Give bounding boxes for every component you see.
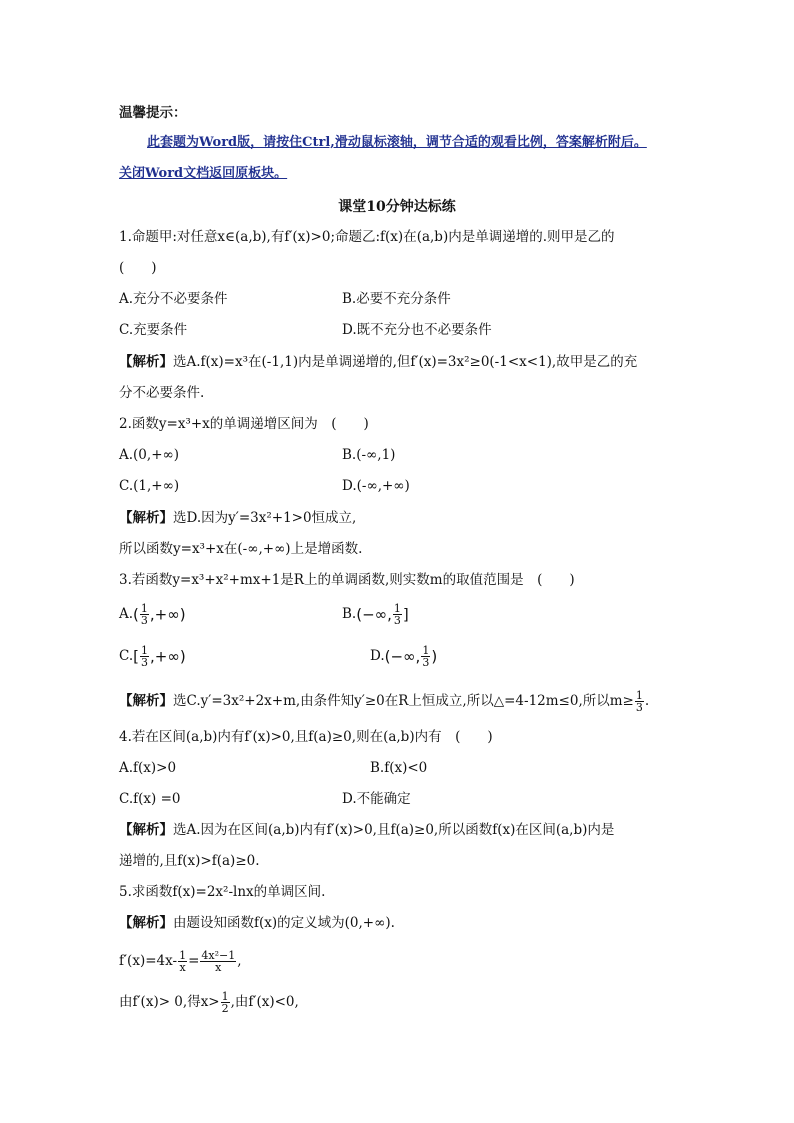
- q2-option-a: A.(0,+∞): [119, 447, 180, 463]
- fraction-one-third: [393, 603, 402, 626]
- frac-den: 3: [422, 656, 430, 669]
- frac-num: 1: [635, 689, 643, 702]
- line3-prefix: 由f′(x)> 0,得x>: [119, 994, 220, 1010]
- q3-option-b: [342, 603, 409, 626]
- frac-num: 1: [422, 644, 430, 657]
- fraction-derivative: [200, 950, 236, 973]
- frac-num: 1: [141, 644, 148, 657]
- frac-num: 1: [140, 602, 148, 615]
- q1-answer-text: 选A.f(x)=x³在(-1,1)内是单调递增的,但f′(x)=3x²≥0(-1<x<1),故甲是乙的充: [173, 354, 638, 370]
- q4-answer-line-2: 递增的,且f(x)>f(a)≥0.: [119, 853, 260, 869]
- fraction-one-over-x: [178, 950, 187, 973]
- q5-answer-line-3: [119, 991, 299, 1014]
- tip-title: 温馨提示：: [119, 105, 187, 121]
- frac-num: 4x²−1: [201, 949, 236, 962]
- frac-den: 3: [140, 614, 148, 627]
- q1-stem-1: 1.命题甲:对任意x∈(a,b),有f′(x)>0;命题乙:f(x)在(a,b)内是单调递增的.则甲是乙的: [119, 229, 615, 245]
- q5-answer-text: 由题设知函数f(x)的定义域为(0,+∞).: [173, 915, 395, 931]
- q1-stem-2: ( ): [119, 260, 157, 276]
- tip-line-2: 关闭Word文档返回原板块。: [119, 166, 288, 181]
- interval-head: (−∞,: [356, 605, 392, 624]
- answer-tag: 【解析】: [119, 510, 173, 526]
- q5-derivative-line: [119, 950, 242, 973]
- q4-option-d: D.不能确定: [342, 791, 411, 807]
- option-label: C.: [119, 648, 134, 664]
- section-title: 课堂10分钟达标练: [338, 199, 456, 215]
- q2-option-c: C.(1,+∞): [119, 478, 180, 494]
- close-bracket: ]: [402, 605, 409, 624]
- frac-num: 1: [393, 602, 401, 615]
- q1-answer-line-2: 分不必要条件.: [119, 385, 205, 401]
- frac-num: 1: [179, 949, 187, 962]
- answer-tag: 【解析】: [119, 693, 173, 709]
- q3-answer-line: [119, 690, 649, 713]
- q2-answer-line-1: [119, 508, 356, 528]
- q2-answer-line-2: 所以函数y=x³+x在(-∞,+∞)上是增函数.: [119, 541, 363, 557]
- q5-stem: 5.求函数f(x)=2x²-lnx的单调区间.: [119, 884, 326, 900]
- q3-answer-text: 选C.y′=3x²+2x+m,由条件知y′≥0在R上恒成立,所以△=4-12m≤0,所以m≥: [173, 693, 634, 709]
- answer-tag: 【解析】: [119, 822, 173, 838]
- option-label: B.: [342, 606, 357, 622]
- q2-answer-text: 选D.因为y′=3x²+1>0恒成立,: [173, 510, 357, 526]
- deriv-prefix: f′(x)=4x-: [119, 953, 178, 969]
- q4-stem: 4.若在区间(a,b)内有f′(x)>0,且f(a)≥0,则在(a,b)内有 ( ): [119, 729, 493, 745]
- q3-option-d: [370, 645, 437, 668]
- q2-stem: 2.函数y=x³+x的单调递增区间为 ( ): [119, 416, 369, 432]
- frac-den: 3: [635, 701, 643, 714]
- fraction-one-third: [140, 645, 149, 668]
- tip-line-1: 此套题为Word版，请按住Ctrl,滑动鼠标滚轴，调节合适的观看比例，答案解析附后。: [147, 135, 647, 150]
- option-label: D.: [370, 648, 385, 664]
- q4-option-b: B.f(x)<0: [370, 760, 428, 776]
- answer-tag: 【解析】: [119, 354, 173, 370]
- option-label: A.: [119, 606, 134, 622]
- q1-option-d: D.既不充分也不必要条件: [342, 322, 492, 338]
- q1-option-b: B.必要不充分条件: [342, 291, 451, 307]
- answer-tag: 【解析】: [119, 915, 173, 931]
- fraction-one-third: [421, 645, 430, 668]
- q4-answer-line-1: [119, 820, 614, 840]
- frac-den: 3: [393, 614, 401, 627]
- line3-end: ,由f′(x)<0,: [230, 994, 299, 1010]
- q2-option-d: D.(-∞,+∞): [342, 478, 410, 494]
- interval-tail: ,+∞): [150, 647, 186, 666]
- q3-option-a: [119, 603, 186, 626]
- frac-den: x: [179, 961, 186, 974]
- q1-option-c: C.充要条件: [119, 322, 188, 338]
- close-paren: ): [431, 647, 438, 666]
- q1-answer-line-1: [119, 352, 637, 372]
- q3-option-c: [119, 645, 186, 668]
- q1-option-a: A.充分不必要条件: [119, 291, 228, 307]
- open-bracket: [: [133, 647, 139, 666]
- fraction-one-half: [221, 991, 230, 1014]
- q5-answer-line-1: [119, 913, 395, 933]
- equals-sign: =: [188, 953, 200, 969]
- q3-answer-end: .: [644, 693, 650, 709]
- fraction-one-third: [635, 690, 644, 713]
- open-paren: (: [133, 605, 139, 624]
- frac-den: 2: [221, 1002, 229, 1015]
- fraction-one-third: [140, 603, 149, 626]
- frac-den: x: [215, 961, 222, 974]
- q4-option-a: A.f(x)>0: [119, 760, 177, 776]
- q2-option-b: B.(-∞,1): [342, 447, 396, 463]
- q3-stem: 3.若函数y=x³+x²+mx+1是R上的单调函数,则实数m的取值范围是 ( ): [119, 572, 575, 588]
- q4-answer-text: 选A.因为在区间(a,b)内有f′(x)>0,且f(a)≥0,所以函数f(x)在区间(a,b)内是: [173, 822, 615, 838]
- deriv-end: ,: [237, 953, 242, 969]
- interval-tail: ,+∞): [149, 605, 186, 624]
- frac-den: 3: [141, 656, 148, 669]
- frac-num: 1: [221, 990, 229, 1003]
- q4-option-c: C.f(x) =0: [119, 791, 181, 807]
- interval-head: (−∞,: [384, 647, 421, 666]
